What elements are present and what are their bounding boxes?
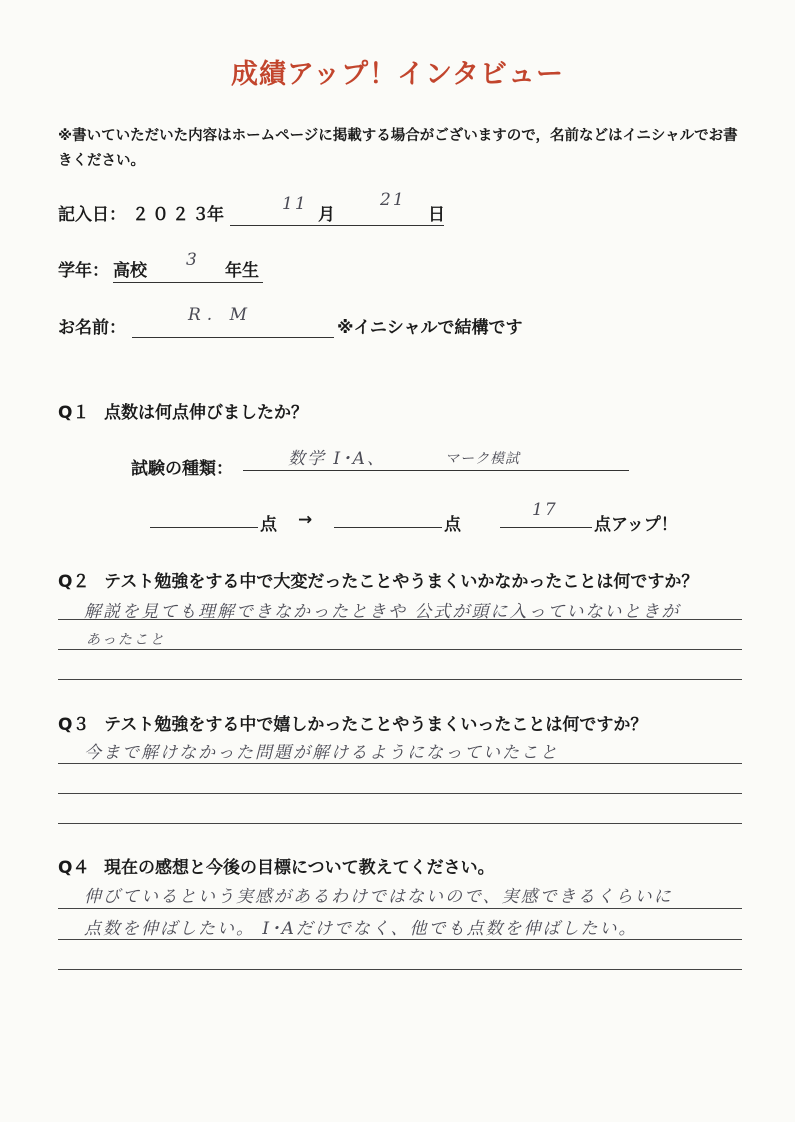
up-score-underline — [500, 527, 592, 528]
after-score-underline — [334, 527, 442, 528]
name-underline — [132, 337, 334, 338]
name-value[interactable]: R. M — [188, 305, 254, 325]
grade-underline — [113, 282, 263, 283]
q1-question: 点数は何点伸びましたか？ — [104, 403, 308, 423]
q3-number: Q３ — [58, 715, 90, 735]
q2-heading — [58, 567, 698, 592]
exam-type-value[interactable]: 数学 Ⅰ･A、 — [288, 449, 386, 469]
entry-date-month-unit: 月 — [318, 205, 335, 225]
name-note: ※イニシャルで結構です — [337, 318, 523, 338]
q4-number: Q４ — [58, 858, 90, 878]
exam-type-label: 試験の種類： — [131, 459, 233, 479]
q4-answer-line-1[interactable]: 伸びているという実感があるわけではないので、実感できるくらいに — [84, 887, 673, 907]
grade-school: 高校 — [113, 261, 147, 281]
name-label: お名前： — [58, 318, 126, 338]
q2-answer-rule-2 — [58, 649, 742, 650]
up-score-value[interactable]: 17 — [532, 500, 558, 520]
entry-date-month[interactable]: 11 — [282, 194, 308, 214]
q2-answer-rule-3 — [58, 679, 742, 680]
up-score-unit: 点アップ！ — [594, 515, 678, 535]
entry-date-day-unit: 日 — [428, 205, 445, 225]
grade-unit: 年生 — [225, 261, 259, 281]
q1-number: Q１ — [58, 403, 90, 423]
q4-answer-rule-2 — [58, 939, 742, 940]
grade-value[interactable]: 3 — [186, 250, 199, 270]
page-title: 成績アップ！インタビュー — [230, 59, 565, 90]
notice-text: ※書いていただいた内容はホームページに掲載する場合がございますので，名前などはイニシャルでお書きください。 — [58, 128, 738, 169]
q4-answer-rule-1 — [58, 908, 742, 909]
grade-label: 学年： — [58, 261, 109, 281]
entry-date-label: 記入日： — [58, 205, 126, 225]
q2-number: Q２ — [58, 572, 90, 592]
q2-answer-line-2[interactable]: あったこと — [86, 632, 166, 648]
exam-type-value-2[interactable]: マーク模試 — [445, 451, 520, 467]
q3-heading — [58, 710, 647, 735]
q1-heading — [58, 398, 308, 423]
q4-answer-rule-3 — [58, 969, 742, 970]
q2-question: テスト勉強をする中で大変だったことやうまくいかなかったことは何ですか？ — [104, 572, 699, 592]
q2-answer-line-1[interactable]: 解説を見ても理解できなかったときや 公式が頭に入っていないときが — [84, 602, 681, 622]
q4-answer-line-2[interactable]: 点数を伸ばしたい。 Ⅰ･Aだけでなく、他でも点数を伸ばしたい。 — [84, 919, 638, 939]
q3-answer-rule-3 — [58, 823, 742, 824]
q4-heading — [58, 853, 495, 878]
entry-date-day[interactable]: 21 — [380, 190, 406, 210]
entry-date-year: ２０２３ — [132, 205, 212, 225]
q3-answer-rule-2 — [58, 793, 742, 794]
q2-answer-rule-1 — [58, 619, 742, 620]
q3-answer-line-1[interactable]: 今まで解けなかった問題が解けるようになっていたこと — [84, 743, 559, 763]
entry-date-year-unit: 年 — [207, 205, 224, 225]
before-score-underline — [150, 527, 258, 528]
before-score-unit: 点 — [260, 515, 277, 535]
entry-date-underline — [230, 225, 444, 226]
exam-type-underline — [243, 470, 629, 471]
q3-answer-rule-1 — [58, 763, 742, 764]
q3-question: テスト勉強をする中で嬉しかったことやうまくいったことは何ですか？ — [104, 715, 648, 735]
q4-question: 現在の感想と今後の目標について教えてください。 — [104, 858, 495, 878]
after-score-unit: 点 — [444, 515, 461, 535]
arrow-icon: → — [298, 510, 313, 530]
